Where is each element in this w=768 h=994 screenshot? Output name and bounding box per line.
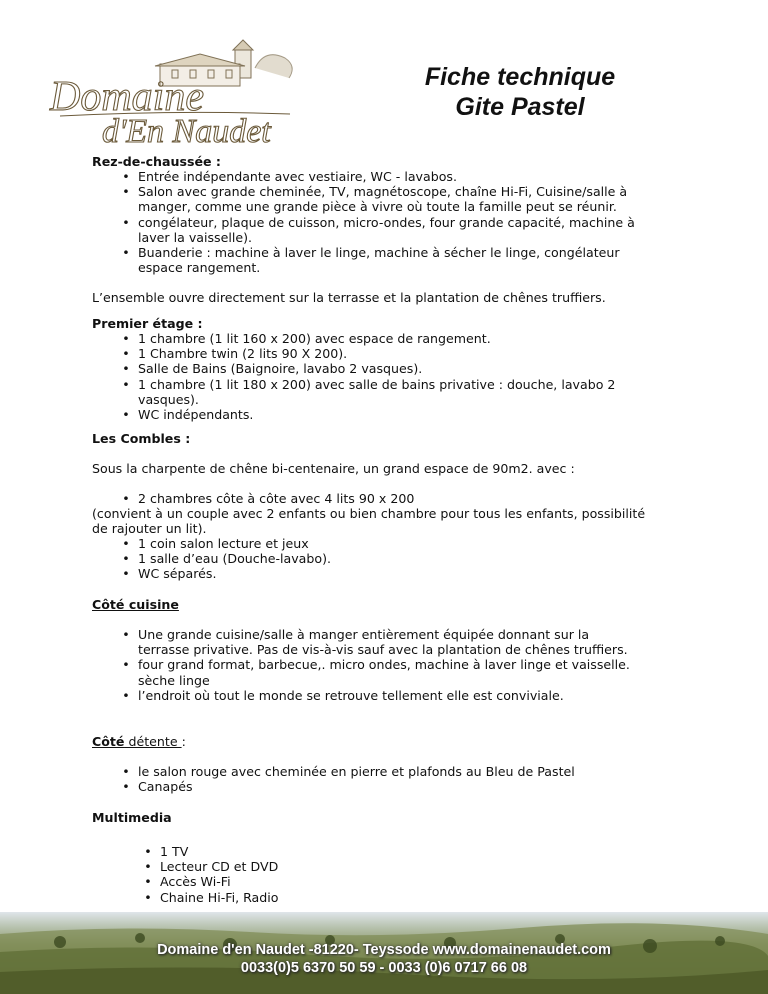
logo-line1: Domaine [50, 74, 204, 120]
footer-phone: 0033(0)5 6370 50 59 - 0033 (0)6 0717 66 08 [240, 960, 528, 976]
combles-continuation: (convient à un couple avec 2 enfants ou bien chambre pour tous les enfants, possibilité de rajouter un lit). [92, 506, 646, 537]
list-item: • WC indépendants. [114, 407, 714, 422]
section-heading: Rez-de-chaussée : [92, 154, 221, 169]
list-item: • four grand format, barbecue,. micro ondes, machine à laver linge et vaisselle. sèche linge [114, 657, 714, 687]
list-item: • WC séparés. [114, 566, 714, 581]
rez-list [114, 169, 714, 275]
list-item: • 1 chambre (1 lit 180 x 200) avec salle de bains privative : douche, lavabo 2 vasques). [114, 377, 714, 407]
domaine-logo [40, 38, 310, 148]
document-title [380, 62, 660, 122]
list-item: • 1 coin salon lecture et jeux [114, 536, 714, 551]
multimedia-list [136, 844, 536, 905]
list-item: • Chaine Hi-Fi, Radio [136, 890, 536, 905]
section-heading-combles: Les Combles : [92, 431, 191, 446]
logo-line2: d'En Naudet [102, 113, 271, 148]
list-item: • 1 TV [136, 844, 536, 859]
list-item: • congélateur, plaque de cuisson, micro-ondes, four grande capacité, machine à laver la vaisselle). [114, 215, 714, 245]
list-item: • Canapés [114, 779, 714, 794]
list-item: • Une grande cuisine/salle à manger entièrement équipée donnant sur la terrasse privative. Pas de vis-à-vis sauf avec la plantation de chênes truffiers. [114, 627, 714, 657]
cuisine-list [114, 627, 714, 703]
list-item: • 1 chambre (1 lit 160 x 200) avec espace de rangement. [114, 331, 714, 346]
section-heading-detente [92, 734, 186, 749]
section-heading-premier: Premier étage : [92, 316, 203, 331]
list-item: • Accès Wi-Fi [136, 874, 536, 889]
title-line1: Fiche technique [424, 63, 616, 91]
list-item: • l’endroit où tout le monde se retrouve tellement elle est conviviale. [114, 688, 714, 703]
section-heading-multimedia: Multimedia [92, 810, 172, 825]
detente-heading-colon: : [181, 734, 186, 749]
list-item: • 1 salle d’eau (Douche-lavabo). [114, 551, 714, 566]
premier-list [114, 331, 714, 422]
list-item: • Entrée indépendante avec vestiaire, WC - lavabos. [114, 169, 714, 184]
section-rez [92, 154, 692, 169]
detente-list [114, 764, 714, 794]
detente-heading-bold: Côté [92, 734, 125, 749]
list-item: • le salon rouge avec cheminée en pierre et plafonds au Bleu de Pastel [114, 764, 714, 779]
combles-intro: Sous la charpente de chêne bi-centenaire, un grand espace de 90m2. avec : [92, 461, 575, 476]
detente-heading-rest: détente [124, 734, 182, 749]
list-item: • Lecteur CD et DVD [136, 859, 536, 874]
list-item: • Salle de Bains (Baignoire, lavabo 2 vasques). [114, 361, 714, 376]
combles-list [114, 536, 714, 582]
footer-address: Domaine d'en Naudet -81220- Teyssode www.domainenaudet.com [157, 942, 611, 958]
list-item: • Salon avec grande cheminée, TV, magnétoscope, chaîne Hi-Fi, Cuisine/salle à manger, comme une grande pièce à vivre où toute la famille peut se réunir. [114, 184, 714, 214]
section-heading-cuisine: Côté cuisine [92, 597, 179, 612]
list-item: • 2 chambres côte à côte avec 4 lits 90 x 200 [114, 491, 714, 506]
combles-first-item [114, 491, 714, 506]
rez-note: L’ensemble ouvre directement sur la terrasse et la plantation de chênes truffiers. [92, 290, 606, 305]
list-item: • Buanderie : machine à laver le linge, machine à sécher le linge, congélateur espace rangement. [114, 245, 714, 275]
title-line2: Gite Pastel [455, 93, 585, 121]
list-item: • 1 Chambre twin (2 lits 90 X 200). [114, 346, 714, 361]
footer-banner [0, 912, 768, 994]
